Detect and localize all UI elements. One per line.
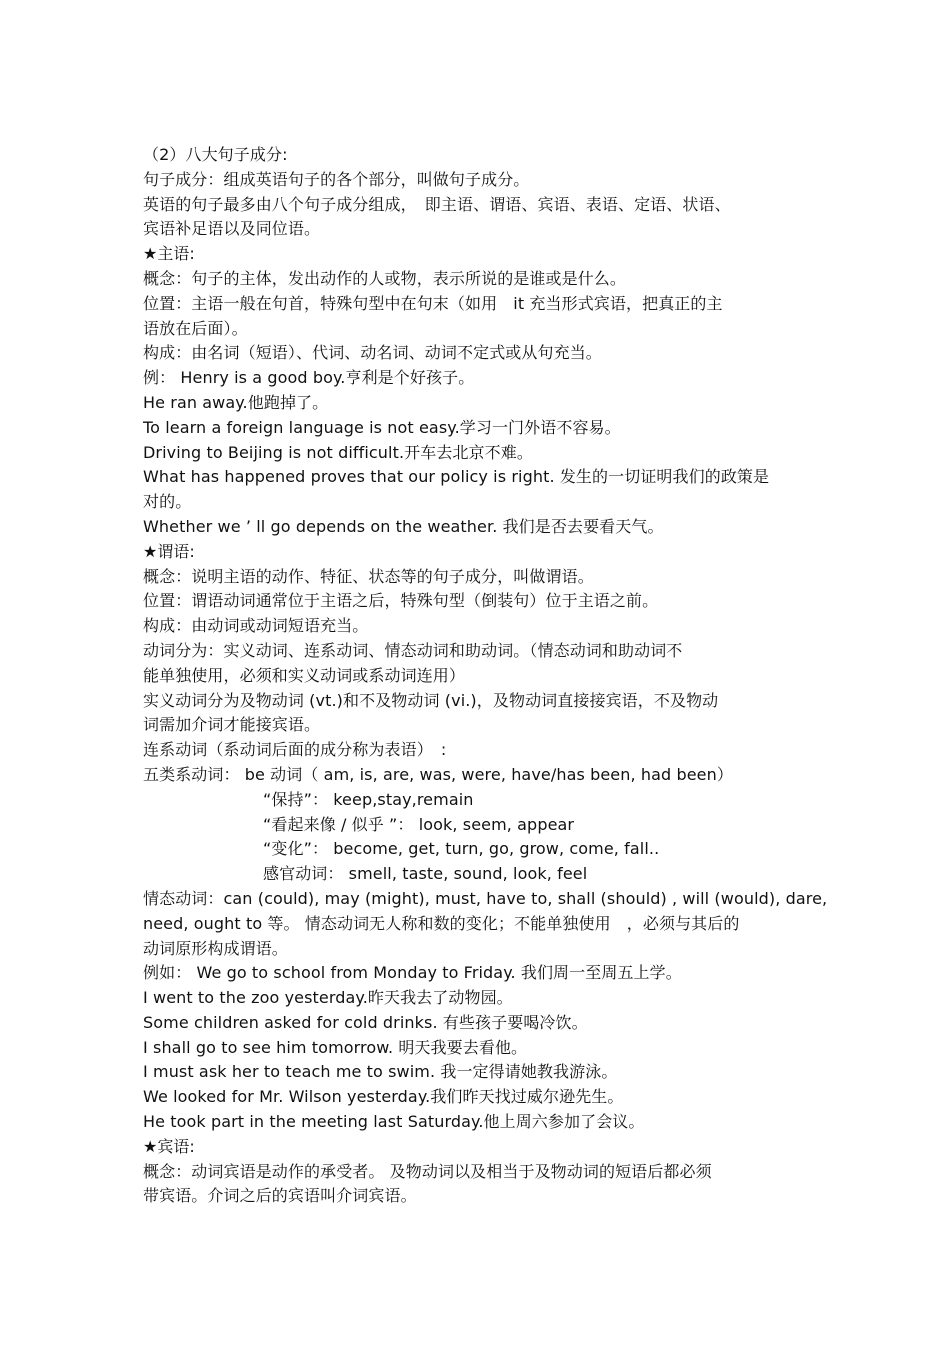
example-line: Driving to Beijing is not difficult.开车去北京不难。 [143,442,533,462]
example-line: What has happened proves that our policy is right. 发生的一切证明我们的政策是 [143,467,770,487]
text-line: 实义动词分为及物动词 (vt.)和不及物动词 (vi.)，及物动词直接接宾语，不及物动 [143,690,719,710]
text-line: 位置：主语一般在句首，特殊句型中在句末（如用 it 充当形式宾语，把真正的主 [143,293,723,313]
text-line: 构成：由名词（短语）、代词、动名词、动词不定式或从句充当。 [143,343,602,363]
example-line: We looked for Mr. Wilson yesterday.我们昨天找过威尔逊先生。 [143,1087,624,1107]
example-line: He ran away.他跑掉了。 [143,392,329,412]
text-line: 概念：动词宾语是动作的承受者。 及物动词以及相当于及物动词的短语后都必须 [143,1161,712,1181]
text-line: 连系动词（系动词后面的成分称为表语） : [143,740,447,760]
text-line: 概念：说明主语的动作、特征、状态等的句子成分，叫做谓语。 [143,566,594,586]
section-heading: （2）八大句子成分: [143,145,288,164]
text-line: 五类系动词： be 动词（ am, is, are, was, were, have/has been, had been） [143,764,733,784]
text-line: 句子成分：组成英语句子的各个部分，叫做句子成分。 [143,169,530,189]
text-line: 概念：句子的主体，发出动作的人或物，表示所说的是谁或是什么。 [143,268,627,288]
linking-verb-item: “变化”： become, get, turn, go, grow, come, fall.. [263,839,660,859]
subject-heading: ★主语: [143,244,195,264]
text-line: 英语的句子最多由八个句子成分组成， 即主语、谓语、宾语、表语、定语、状语、 [143,194,731,214]
linking-verb-item: “看起来像 / 似乎 ”： look, seem, appear [263,814,575,834]
linking-verb-item: “保持”： keep,stay,remain [263,789,474,809]
example-line: 例如： We go to school from Monday to Friday. 我们周一至周五上学。 [143,963,682,983]
example-line: 对的。 [143,492,192,512]
example-line: 例： Henry is a good boy.亨利是个好孩子。 [143,368,475,388]
text-line: 动词分为：实义动词、连系动词、情态动词和助动词。（情态动词和助动词不 [143,640,683,660]
document-body [143,143,828,1209]
example-line: To learn a foreign language is not easy.学习一门外语不容易。 [143,417,621,437]
example-line: He took part in the meeting last Saturday.他上周六参加了会议。 [143,1112,645,1132]
example-line: Whether we ’ ll go depends on the weather. 我们是否去要看天气。 [143,516,664,536]
example-line: I shall go to see him tomorrow. 明天我要去看他。 [143,1037,528,1057]
text-line: 宾语补足语以及同位语。 [143,219,321,239]
predicate-heading: ★谓语: [143,541,195,561]
text-line: need, ought to 等。 情态动词无人称和数的变化；不能单独使用 ，必须与其后的 [143,913,740,933]
text-line: 能单独使用，必须和实义动词或系动词连用） [143,665,466,685]
example-line: I went to the zoo yesterday.昨天我去了动物园。 [143,988,513,1008]
text-line: 动词原形构成谓语。 [143,938,288,958]
text-line: 构成：由动词或动词短语充当。 [143,616,369,636]
text-line: 位置：谓语动词通常位于主语之后，特殊句型（倒装句）位于主语之前。 [143,591,659,611]
text-line: 情态动词：can (could), may (might), must, have to, shall (should) , will (would), dare, [143,888,828,908]
example-line: I must ask her to teach me to swim. 我一定得请她教我游泳。 [143,1062,618,1082]
text-line: 带宾语。介词之后的宾语叫介词宾语。 [143,1186,417,1206]
text-line: 词需加介词才能接宾语。 [143,715,321,735]
linking-verb-item: 感官动词： smell, taste, sound, look, feel [263,864,588,884]
object-heading: ★宾语: [143,1136,195,1156]
text-line: 语放在后面）。 [143,318,248,338]
example-line: Some children asked for cold drinks. 有些孩子要喝冷饮。 [143,1012,588,1032]
